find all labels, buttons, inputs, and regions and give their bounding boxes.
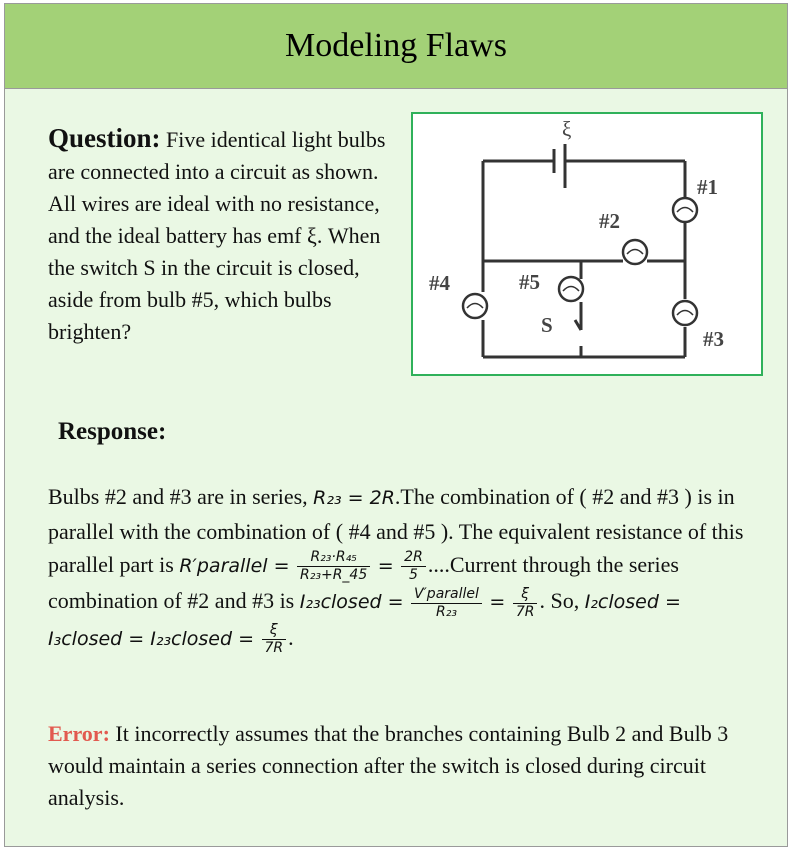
math-chain: I₂closed = I₃closed = I₂₃closed = <box>48 591 681 650</box>
fraction-3-den: R₂₃ <box>435 603 457 620</box>
bulb-4-icon <box>463 294 487 318</box>
fraction-1 <box>297 549 370 584</box>
response-body <box>48 480 748 657</box>
response-title: Response: <box>58 418 167 445</box>
error-label: Error: <box>48 721 110 746</box>
bulb-5-label: #5 <box>519 270 540 294</box>
circuit-figure <box>411 112 763 376</box>
error-block <box>48 718 748 814</box>
header-title: Modeling Flaws <box>5 4 787 89</box>
bulb-4-label: #4 <box>429 271 450 295</box>
bulb-1-label: #1 <box>697 175 718 199</box>
response-text-4: . So, <box>539 588 580 614</box>
fraction-2-num: 2R <box>401 549 426 567</box>
fraction-2-den: 5 <box>409 567 418 584</box>
fraction-1-num: R₂₃·R₄₅ <box>297 549 370 567</box>
fraction-3 <box>411 586 482 621</box>
math-equals: = <box>377 555 394 577</box>
question-block <box>48 122 388 348</box>
math-rparallel: R′parallel = <box>179 555 290 577</box>
switch-label: S <box>541 313 553 337</box>
error-text: It incorrectly assumes that the branches containing Bulb 2 and Bulb 3 would maintain a series connection after the switch is closed during circuit analysis. <box>48 721 729 810</box>
fraction-5 <box>262 622 287 657</box>
bulb-2-icon <box>623 240 647 264</box>
fraction-4 <box>513 586 538 621</box>
fraction-3-num: V′parallel <box>411 586 482 604</box>
fraction-5-num: ξ <box>262 622 287 640</box>
fraction-1-den: R₂₃+R_45 <box>300 567 368 584</box>
response-text-2: .The combination of ( #2 and #3 ) is in parallel with the combination of ( #4 and #5 ). The equivalent resistance of this parallel part is <box>48 484 744 577</box>
emf-label: ξ <box>562 117 572 141</box>
bulb-2-label: #2 <box>599 209 620 233</box>
math-equals-2: = <box>489 591 506 614</box>
response-text-3: ....Current through the series combination of #2 and #3 is <box>48 552 679 614</box>
response-text-1: Bulbs #2 and #3 are in series, <box>48 484 308 509</box>
bulb-1-icon <box>673 198 697 222</box>
bulb-5-icon <box>559 277 583 301</box>
question-text: Five identical light bulbs are connected into a circuit as shown. All wires are ideal with no resistance, and the ideal battery has emf ξ. When the switch S in the circuit is closed, aside from bulb #5, which bulbs brighten? <box>48 127 386 344</box>
fraction-5-den: 7R <box>264 640 284 657</box>
bulb-3-label: #3 <box>703 327 724 351</box>
math-i23: I₂₃closed = <box>299 591 404 614</box>
fraction-4-den: 7R <box>515 603 535 620</box>
bulb-3-icon <box>673 301 697 325</box>
math-r23: R₂₃ = 2R <box>313 487 395 509</box>
fraction-4-num: ξ <box>513 586 538 604</box>
fraction-2 <box>401 549 426 584</box>
question-label: Question: <box>48 123 161 153</box>
circuit-diagram <box>413 114 761 374</box>
response-text-5: . <box>288 624 294 650</box>
